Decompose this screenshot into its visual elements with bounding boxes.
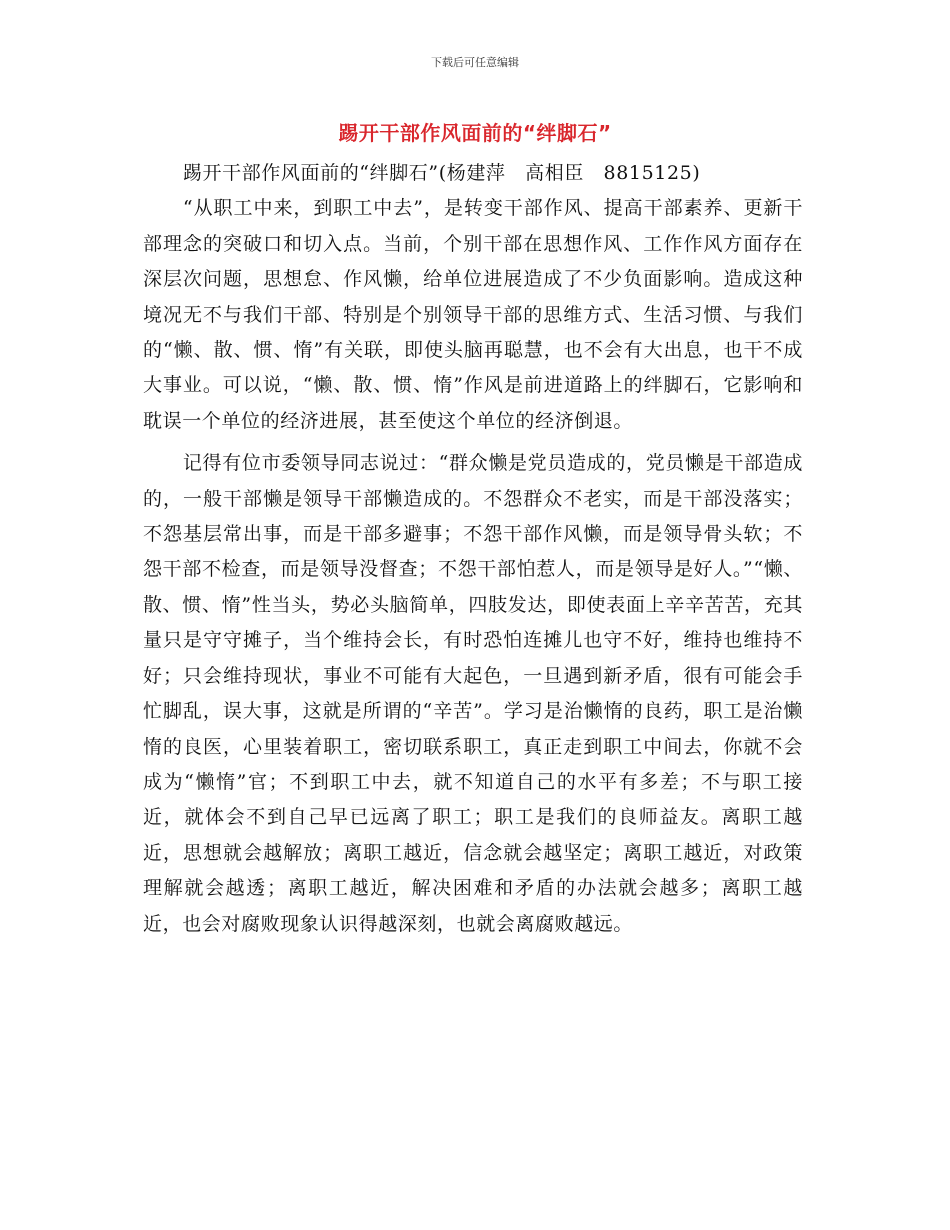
paragraph-byline: 踢开干部作风面前的“绊脚石”(杨建萍 高相臣 8815125) xyxy=(182,162,701,184)
header-note: 下载后可任意编辑 xyxy=(431,56,519,69)
document-body xyxy=(143,156,803,942)
paragraph-quote: 记得有位市委领导同志说过：“群众懒是党员造成的，党员懒是干部造成的，一般干部懒是领导干部懒造成的。不怨群众不老实，而是干部没落实；不怨基层常出事，而是干部多避事；不怨干部作风懒，而是领导骨头软；不怨干部不检查，而是领导没督查；不怨干部怕惹人，而是领导是好人。”“懒、散、惯、惰”性当头，势必头脑简单，四肢发达，即使表面上辛辛苦苦，充其量只是守守摊子，当个维持会长，有时恐怕连摊儿也守不好，维持也维持不好；只会维持现状，事业不可能有大起色，一旦遇到新矛盾，很有可能会手忙脚乱，误大事，这就是所谓的“辛苦”。学习是治懒惰的良药，职工是治懒惰的良医，心里装着职工，密切联系职工，真正走到职工中间去，你就不会成为“懒惰”官；不到职工中去，就不知道自己的水平有多差；不与职工接近，就体会不到自己早已远离了职工；职工是我们的良师益友。离职工越近，思想就会越解放；离职工越近，信念就会越坚定；离职工越近，对政策理解就会越透；离职工越近，解决困难和矛盾的办法就会越多；离职工越近，也会对腐败现象认识得越深刻，也就会离腐败越远。 xyxy=(143,452,803,935)
paragraph-intro: “从职工中来，到职工中去”，是转变干部作风、提高干部素养、更新干部理念的突破口和切入点。当前，个别干部在思想作风、工作作风方面存在深层次问题，思想怠、作风懒，给单位进展造成了不少负面影响。造成这种境况无不与我们干部、特别是个别领导干部的思维方式、生活习惯、与我们的“懒、散、惯、惰”有关联，即使头脑再聪慧，也不会有大出息，也干不成大事业。可以说，“懒、散、惯、惰”作风是前进道路上的绊脚石，它影响和耽误一个单位的经济进展，甚至使这个单位的经济倒退。 xyxy=(143,197,803,432)
document-title: 踢开干部作风面前的“绊脚石” xyxy=(338,121,612,145)
